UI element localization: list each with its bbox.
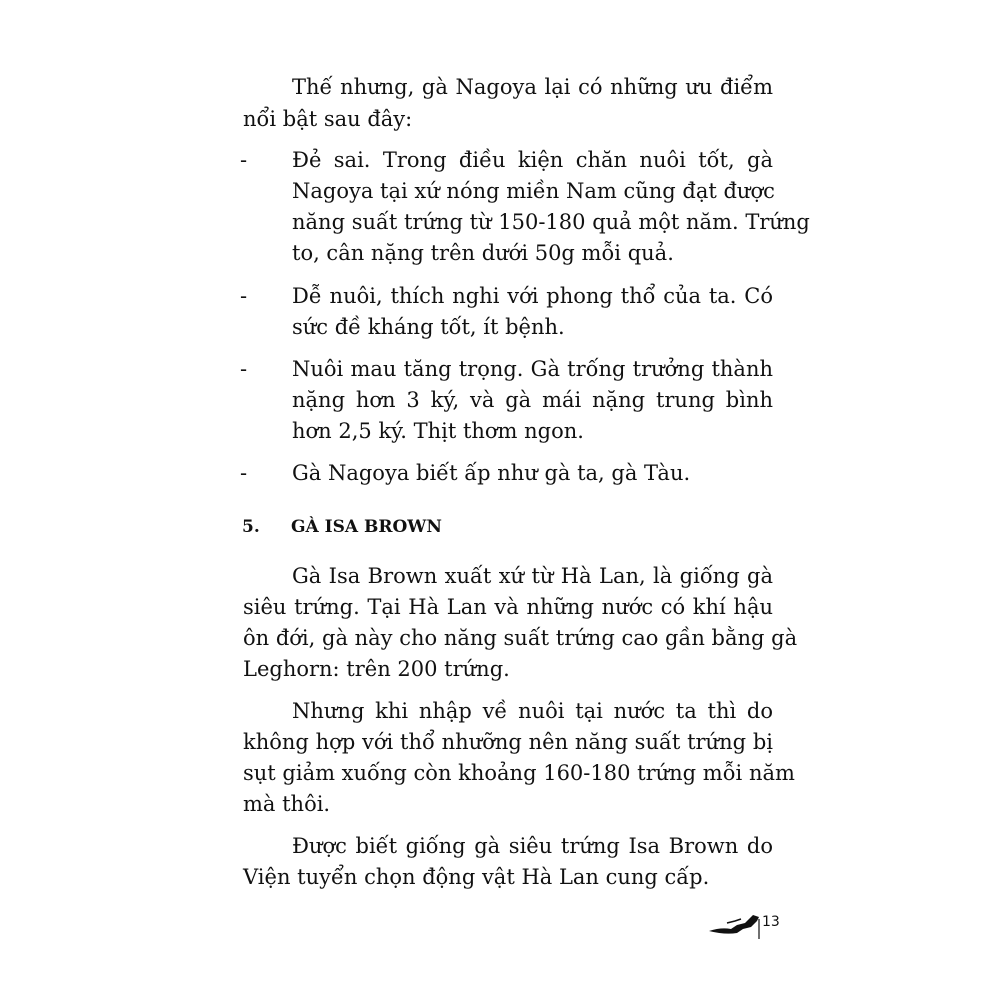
bullet-dash: - xyxy=(240,461,248,485)
bullet-line: Nagoya tại xứ nóng miền Nam cũng đạt được xyxy=(292,179,775,203)
intro-line: Thế nhưng, gà Nagoya lại có những ưu điểm xyxy=(292,75,773,99)
paragraph-line: Leghorn: trên 200 trứng. xyxy=(243,657,510,681)
bullet-line: hơn 2,5 ký. Thịt thơm ngon. xyxy=(292,419,584,443)
section-title: GÀ ISA BROWN xyxy=(291,517,442,537)
bullet-line: Đẻ sai. Trong điều kiện chăn nuôi tốt, gà xyxy=(292,148,773,172)
paragraph-line: không hợp với thổ nhưỡng nên năng suất trứng bị xyxy=(243,730,773,754)
bullet-line: nặng hơn 3 ký, và gà mái nặng trung bình xyxy=(292,388,773,412)
bullet-line: Nuôi mau tăng trọng. Gà trống trưởng thành xyxy=(292,357,773,381)
bullet-line: sức đề kháng tốt, ít bệnh. xyxy=(292,315,565,339)
paragraph-line: siêu trứng. Tại Hà Lan và những nước có khí hậu xyxy=(243,595,773,619)
paragraph-line: Được biết giống gà siêu trứng Isa Brown do xyxy=(292,834,773,858)
intro-line: nổi bật sau đây: xyxy=(243,107,413,131)
bullet-line: Gà Nagoya biết ấp như gà ta, gà Tàu. xyxy=(292,461,691,485)
paragraph-line: mà thôi. xyxy=(243,792,331,816)
pen-nib-ornament-icon xyxy=(707,909,761,939)
bullet-line: to, cân nặng trên dưới 50g mỗi quả. xyxy=(292,241,674,265)
paragraph-line: Gà Isa Brown xuất xứ từ Hà Lan, là giống gà xyxy=(292,564,773,588)
paragraph-line: Nhưng khi nhập về nuôi tại nước ta thì do xyxy=(292,699,773,723)
paragraph-line: ôn đới, gà này cho năng suất trứng cao gần bằng gà xyxy=(243,626,798,650)
bullet-dash: - xyxy=(240,148,248,172)
section-number: 5. xyxy=(242,517,260,537)
bullet-dash: - xyxy=(240,357,248,381)
bullet-line: năng suất trứng từ 150-180 quả một năm. Trứng xyxy=(292,210,810,234)
bullet-dash: - xyxy=(240,284,248,308)
page-number: 13 xyxy=(762,914,780,930)
bullet-line: Dễ nuôi, thích nghi với phong thổ của ta. Có xyxy=(292,284,773,308)
paragraph-line: sụt giảm xuống còn khoảng 160-180 trứng mỗi năm xyxy=(243,761,795,785)
paragraph-line: Viện tuyển chọn động vật Hà Lan cung cấp. xyxy=(243,865,710,889)
